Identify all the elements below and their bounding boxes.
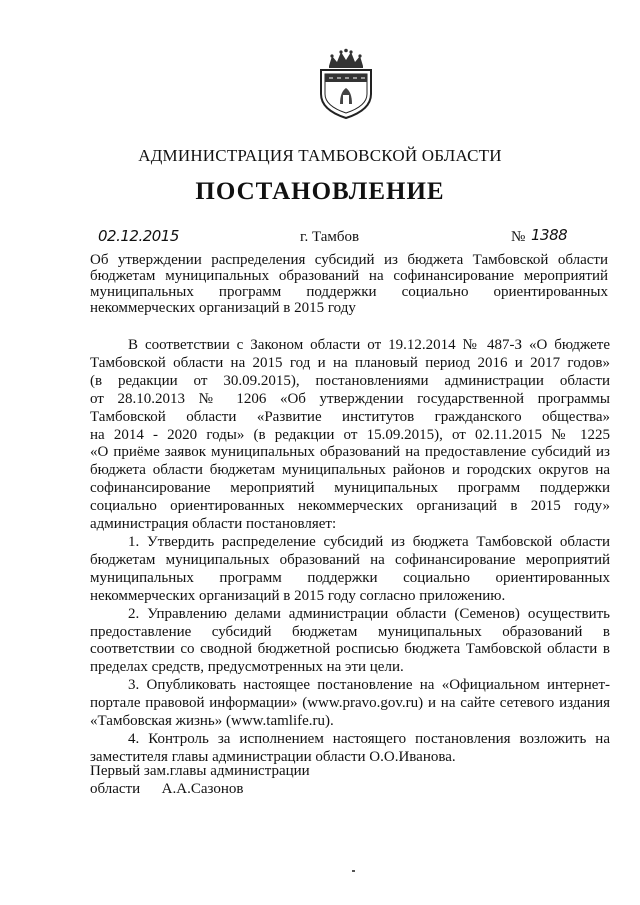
document-body <box>90 337 610 767</box>
body-line: В соответствии с Законом области от 19.12.2014 № 487-З «О бюджете <box>128 337 610 353</box>
document-date: 02.12.2015 <box>98 227 179 245</box>
body-line: на 2014 - 2020 годы» (в редакции от 15.09.2015), от 02.11.2015 № 1225 <box>90 426 610 443</box>
body-line: 4. Контроль за исполнением настоящего постановления возложить на <box>128 730 610 747</box>
body-line: 2. Управлению делами администрации области (Семенов) осуществить <box>128 605 610 622</box>
body-line: пределах средств, предусмотренных на эти цели. <box>90 659 404 676</box>
document-number-label: № <box>511 229 526 245</box>
body-line: «Тамбовская жизнь» (www.tamlife.ru). <box>90 713 334 730</box>
body-line: администрация области постановляет: <box>90 516 337 533</box>
subject-line: некоммерческих организаций в 2015 году <box>90 300 356 316</box>
signatory-position-continued <box>90 780 310 798</box>
administration-name: АДМИНИСТРАЦИЯ ТАМБОВСКОЙ ОБЛАСТИ <box>138 146 502 165</box>
body-line: бюджетам муниципальных образований на софинансирование мероприятий <box>90 551 610 568</box>
subject-line: бюджетам муниципальных образований на софинансирование мероприятий <box>90 268 608 284</box>
signatory-name: А.А.Сазонов <box>161 781 244 797</box>
body-line: софинансирование мероприятий муниципальных программ поддержки <box>90 480 610 497</box>
body-line: муниципальных программ поддержки социально ориентированных <box>90 569 610 586</box>
signatory-position: Первый зам.главы администрации <box>90 763 310 779</box>
body-line: заместителя главы администрации области О.О.Иванова. <box>90 748 456 765</box>
scan-artifact <box>352 870 355 872</box>
document-subject <box>90 252 608 316</box>
body-line: предоставление субсидий бюджетам муниципальных образований в <box>90 623 610 640</box>
body-line: «О приёме заявок муниципальных образований на предоставление субсидий из <box>90 444 610 461</box>
document-number: 1388 <box>531 226 568 244</box>
body-line: (в редакции от 30.09.2015), постановлениями администрации области <box>90 372 610 389</box>
signatory-position-line2: области <box>90 781 141 797</box>
coat-of-arms-emblem <box>315 48 377 120</box>
signature-block <box>90 762 310 798</box>
subject-line: муниципальных программ поддержки социально ориентированных <box>90 284 608 300</box>
body-line: социально ориентированных некоммерческих организаций в 2015 году» <box>90 498 610 515</box>
body-line: бюджета области бюджетам муниципальных районов и городских округов на <box>90 462 610 479</box>
document-title: ПОСТАНОВЛЕНИЕ <box>195 178 445 205</box>
body-line: некоммерческих организаций в 2015 году согласно приложению. <box>90 587 506 604</box>
body-line: соответствии со сводной бюджетной росписью бюджета Тамбовской области в <box>90 641 610 658</box>
document-city: г. Тамбов <box>300 229 360 245</box>
body-line: портале правовой информации» (www.pravo.gov.ru) и на сайте сетевого издания <box>90 695 610 712</box>
body-line: Тамбовской области «Развитие институтов гражданского общества» <box>90 408 610 425</box>
body-line: от 28.10.2013 № 1206 «Об утверждении государственной программы <box>90 390 610 407</box>
body-line: 1. Утвердить распределение субсидий из бюджета Тамбовской области <box>128 533 610 550</box>
body-line: Тамбовской области на 2015 год и на плановый период 2016 и 2017 годов» <box>90 354 610 371</box>
body-line: 3. Опубликовать настоящее постановление на «Официальном интернет- <box>128 677 610 694</box>
subject-line: Об утверждении распределения субсидий из бюджета Тамбовской области <box>90 252 608 268</box>
